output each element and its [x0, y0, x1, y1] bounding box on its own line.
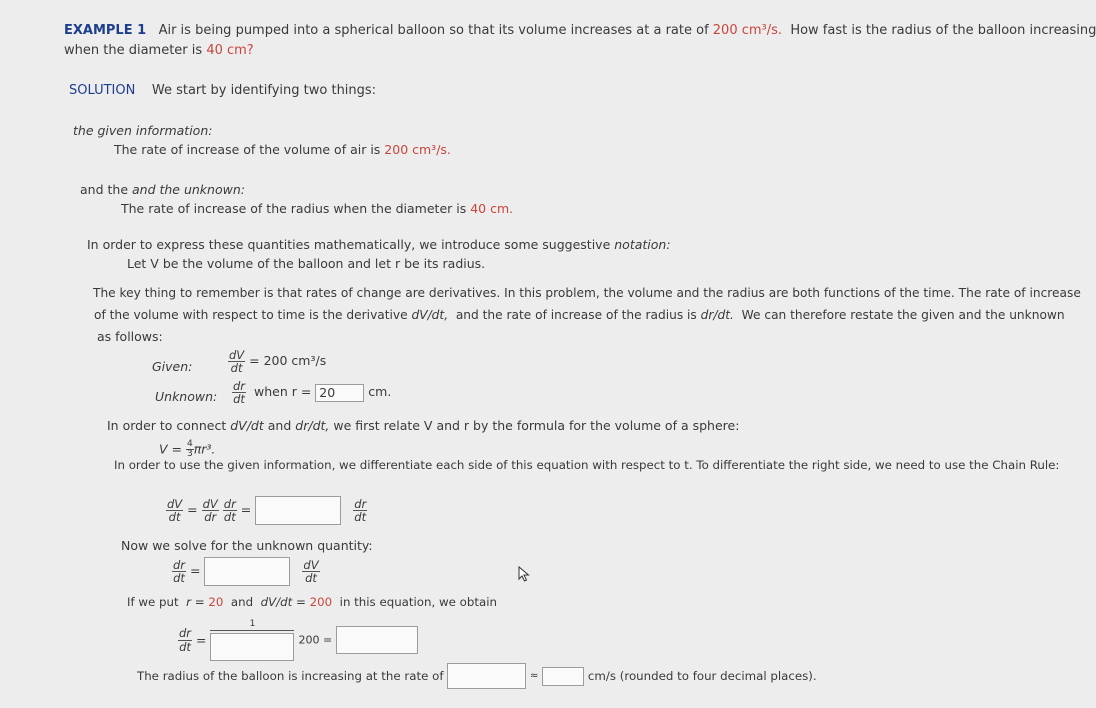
chain-answer-input[interactable]	[255, 496, 341, 525]
put-line: If we put r = 20 and dV/dt = 200 in this equation, we obtain	[127, 595, 497, 609]
fraction-one-over-box: 1	[210, 619, 294, 661]
example-line-1	[64, 23, 1096, 38]
given-value: 200 cm³/s.	[384, 142, 451, 157]
restate-unknown-label: Unknown:	[155, 389, 218, 404]
solve-line: Now we solve for the unknown quantity:	[121, 538, 373, 553]
connect-line: In order to connect dV/dt and dr/dt, we first relate V and r by the formula for the volume of a sphere:	[107, 418, 740, 433]
problem-text-1: Air is being pumped into a spherical balloon so that its volume increases at a rate of	[158, 23, 709, 38]
problem-diameter: 40 cm?	[206, 43, 254, 58]
solve-answer-input[interactable]	[204, 557, 290, 586]
notation-line-1	[87, 237, 671, 252]
unknown-text: The rate of increase of the radius when the diameter is	[121, 201, 467, 216]
solve-equation: $\frac{dr}{dt}$ = $\frac{dV}{dt}$	[173, 557, 319, 585]
unknown-label: and the unknown:	[131, 182, 245, 197]
final-approx-input[interactable]	[542, 667, 584, 686]
unknown-line	[121, 201, 513, 216]
given-text: The rate of increase of the volume of air is	[114, 142, 381, 157]
example-line-2	[64, 43, 254, 58]
example-heading: EXAMPLE 1	[64, 23, 147, 38]
chain-equation: $\frac{dV}{dt}$ = $\frac{dV}{dr}$ $\frac{dr}{dt}$ = $\frac{dr}{dt}$	[167, 496, 367, 524]
key-line-1: The key thing to remember is that rates of change are derivatives. In this problem, the volume and the radius are both functions of the time. The rate of increase	[93, 286, 1081, 300]
solution-line	[69, 83, 376, 98]
frac-four-thirds: $\frac{4}{3}$	[186, 439, 193, 460]
restate-unknown-eq	[232, 380, 391, 405]
sphere-formula: V = $\frac{4}{3}$ πr³.	[159, 439, 216, 460]
r-value-field[interactable]: 20	[315, 384, 364, 402]
key-drdt: dr/dt.	[700, 308, 734, 322]
put-result-input[interactable]	[336, 626, 418, 654]
notation-line-2: Let V be the volume of the balloon and let r be its radius.	[127, 256, 486, 271]
chain-line: In order to use the given information, we differentiate each side of this equation with respect to t. To differentiate the right side, we need to use the Chain Rule:	[114, 458, 1060, 472]
key-line-2: of the volume with respect to time is the derivative dV/dt, and the rate of increase of the radius is dr/dt. We can therefore restate the given and the unknown	[94, 308, 1065, 322]
given-label: the given information:	[73, 123, 213, 138]
unknown-unit: cm.	[368, 384, 392, 400]
denominator-input[interactable]	[210, 633, 294, 661]
problem-text-3: when the diameter is	[64, 43, 203, 58]
solution-label: SOLUTION	[69, 83, 136, 98]
given-eq-value: = 200 cm³/s	[249, 353, 327, 369]
final-rate-input[interactable]	[447, 663, 526, 689]
solution-intro: We start by identifying two things:	[151, 83, 377, 98]
frac-dr-dt: $\frac{dr}{dt}$	[233, 379, 246, 407]
unknown-value: 40 cm.	[470, 201, 514, 216]
notation-word: notation:	[614, 237, 671, 252]
given-line	[114, 142, 451, 157]
put-equation: $\frac{dr}{dt}$ = 1 200 =	[178, 619, 418, 661]
final-line: The radius of the balloon is increasing at the rate of ≈ cm/s (rounded to four decimal places).	[137, 663, 817, 689]
mouse-cursor-icon	[518, 566, 530, 582]
unknown-label-line: and the and the unknown:	[80, 182, 245, 197]
problem-text-2: How fast is the radius of the balloon increasing	[790, 23, 1096, 38]
restate-given-label: Given:	[152, 359, 193, 374]
key-line-3: as follows:	[97, 329, 163, 344]
notation-text: In order to express these quantities mathematically, we introduce some suggestive	[87, 237, 611, 252]
key-dvdt: dV/dt,	[411, 308, 449, 322]
restate-given-eq	[228, 349, 326, 374]
problem-rate: 200 cm³/s.	[712, 23, 783, 38]
when-text: when r =	[253, 384, 312, 400]
frac-dV-dt: $\frac{dV}{dt}$	[229, 348, 245, 376]
